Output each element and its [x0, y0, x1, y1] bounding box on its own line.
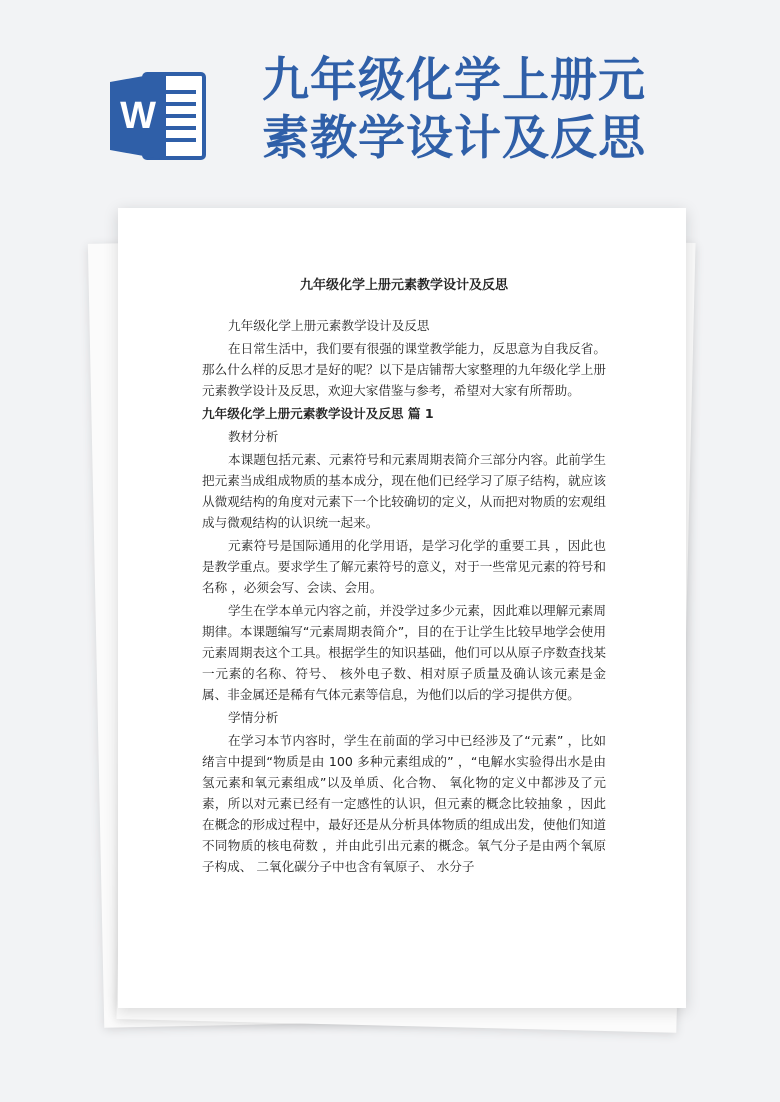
- paragraph: 元素符号是国际通用的化学用语，是学习化学的重要工具 ，因此也是教学重点。要求学生了解元素符号的意义，对于一些常见元素的符号和名称 ，必须会写、会读、会用。: [202, 538, 606, 595]
- subheading: 学情分析: [228, 710, 279, 725]
- paragraph: 九年级化学上册元素教学设计及反思: [228, 318, 430, 333]
- subheading: 教材分析: [228, 429, 279, 444]
- paragraph: 学生在学本单元内容之前，并没学过多少元素，因此难以理解元素周期律。本课题编写“元素周期表简介”，目的在于让学生比较早地学会使用元素周期表这个工具。根据学生的知识基础，他们可以从原子序数查找某一元素的名称、符号、 核外电子数、相对原子质量及确认该元素是金属、非金属还是稀有气体元素等信息，为他们以后的学习提供方便。: [202, 603, 606, 702]
- banner: [0, 0, 780, 200]
- document-heading: 九年级化学上册元素教学设计及反思: [299, 278, 508, 293]
- word-document-icon: [108, 70, 208, 162]
- section-title: 九年级化学上册元素教学设计及反思 篇 1: [202, 406, 434, 421]
- paragraph: 在日常生活中，我们要有很强的课堂教学能力，反思意为自我反省。那么什么样的反思才是好的呢？以下是店铺帮大家整理的九年级化学上册元素教学设计及反思，欢迎大家借鉴与参考，希望对大家有所帮助。: [202, 341, 606, 398]
- document-content: [202, 274, 606, 879]
- banner-title: 九年级化学上册元 素教学设计及反思: [262, 53, 646, 166]
- document-page[interactable]: [118, 208, 686, 1008]
- logo-letter: W: [120, 95, 156, 137]
- paragraph: 在学习本节内容时，学生在前面的学习中已经涉及了“元素” ，比如绪言中提到“物质是由 100 多种元素组成的” ，“电解水实验得出水是由氢元素和氧元素组成”以及单质、化合物、 氧化物的定义中都涉及了元素，所以对元素已经有一定感性的认识，但元素的概念比较抽象 ，因此在概念的形成过程中，最好还是从分析具体物质的组成出发，使他们知道不同物质的核电荷数 ，并由此引出元素的概念。氧气分子是由两个氧原子构成、 二氧化碳分子中也含有氧原子、 水分子: [202, 733, 606, 874]
- paragraph: 本课题包括元素、元素符号和元素周期表简介三部分内容。此前学生把元素当成组成物质的基本成分，现在他们已经学习了原子结构，就应该从微观结构的角度对元素下一个比较确切的定义，从而把对物质的宏观组成与微观结构的认识统一起来。: [202, 452, 606, 530]
